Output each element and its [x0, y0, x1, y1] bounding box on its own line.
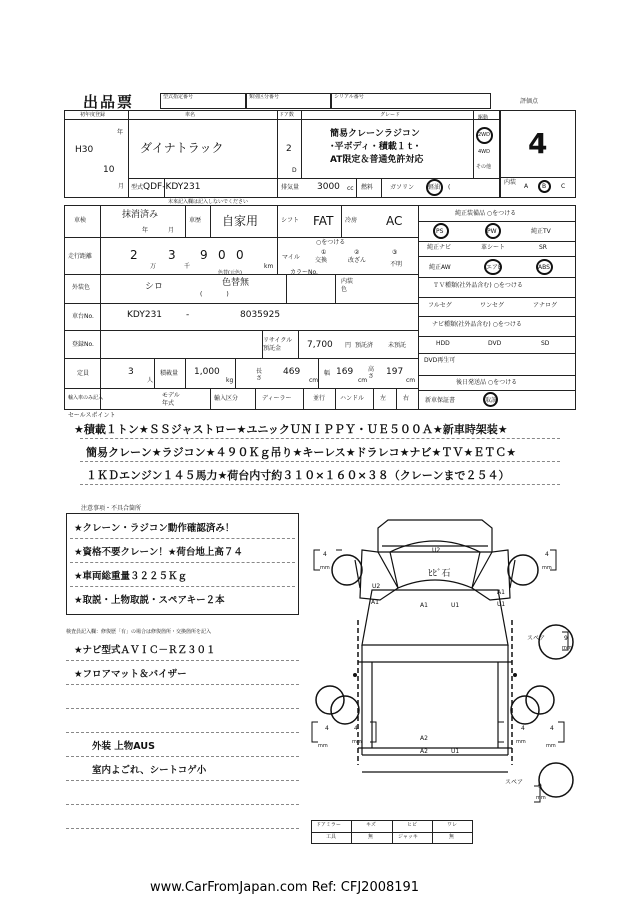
car-name: ダイナトラック	[140, 141, 224, 155]
mileage-unknown: 不明	[390, 261, 403, 268]
spare-1-value: 9	[564, 635, 568, 642]
first-reg-label: 初年度登録	[80, 112, 106, 118]
tv-analog: アナログ	[533, 302, 558, 309]
load-unit: kg	[226, 377, 234, 384]
recycle-yen: 円	[345, 342, 352, 349]
missing-h1: ドアミラー	[316, 822, 341, 828]
missing-h2: キズ	[366, 822, 376, 828]
notes-line-3: ★車両総重量３２２５Ｋｇ	[74, 571, 188, 582]
interior-grade-a: A	[524, 183, 529, 190]
equip-airbag: エアB	[486, 264, 503, 271]
tire-rl2-mm: mm	[352, 739, 362, 745]
spare-2-value: 9	[538, 783, 542, 790]
missing-h4: ワレ	[447, 822, 458, 828]
missing-r2: 無	[368, 834, 374, 840]
tire-fl-value: 4	[323, 551, 327, 558]
import-dealer: ディーラー	[262, 395, 292, 402]
first-reg-month: 10	[103, 165, 115, 175]
wid-value: 169	[336, 367, 354, 377]
recycle-paid: 預託済	[355, 342, 374, 349]
drive-2wd: 2WD	[478, 132, 490, 138]
docs-title: 後日発送品 ○をつける	[456, 379, 518, 386]
wid-label: 幅	[324, 370, 331, 377]
notes-line-1: ★クレーン・ラジコン動作確認済み！	[74, 523, 235, 534]
handle-left: 左	[380, 395, 387, 402]
mileage-digit-2: 3	[168, 248, 176, 262]
sales-line-1: ★積載１トン★ＳＳジャストロー★ユニックＵＮＩＰＰＹ・ＵＥ５００Ａ★新車時架装★	[74, 423, 508, 436]
class-label: 類別区分番号	[249, 94, 280, 100]
handle-label: ハンドル	[340, 395, 365, 402]
equip-tv: 純正TV	[531, 228, 551, 235]
drive-other: その他	[476, 164, 492, 170]
shift-value: FAT	[313, 214, 334, 228]
ac-value: AC	[386, 214, 403, 228]
spare-2-mm: mm	[536, 795, 546, 801]
damage-u1-cabin: U1	[451, 602, 460, 609]
damage-a1-fr: A1	[497, 589, 505, 596]
damage-a1-left: A1	[371, 599, 379, 606]
fuel-diesel: 軽油	[428, 184, 441, 191]
month-unit: 月	[118, 183, 125, 190]
tire-rl1-value: 4	[325, 725, 329, 732]
tire-rr2-mm: mm	[546, 743, 556, 749]
year-unit: 年	[117, 129, 124, 136]
recycle-unpaid: 未預託	[388, 342, 407, 349]
missing-r4: 無	[449, 834, 455, 840]
hei-unit: cm	[406, 377, 416, 384]
door-label: ドア数	[279, 112, 294, 118]
notes-line-4: ★取説・上物取説・スペアキー２本	[74, 595, 225, 606]
color-no-label: カラーNo.	[290, 269, 318, 276]
fuel-gasoline: ガソリン	[390, 184, 415, 191]
equip-ps: PS	[436, 228, 444, 235]
shaken-label: 車検	[74, 217, 87, 224]
damage-u1-rear: U1	[451, 748, 460, 755]
inspector-line-1: ★ナビ型式ＡＶＩＣ－ＲＺ３０１	[74, 645, 216, 656]
katashiki-label: 型式	[131, 184, 144, 191]
equip-aw: 純正AW	[429, 264, 451, 271]
tv-fullseg: フルセグ	[428, 302, 452, 309]
color-label: 外装色	[72, 284, 91, 291]
serial-label: シリアル番号	[334, 94, 364, 100]
use-label: 車歴	[189, 217, 202, 224]
navi-dvd-play: DVD再生可	[424, 357, 456, 364]
disp-value: 3000	[317, 182, 340, 192]
missing-r3: ジャッキ	[398, 834, 418, 840]
interior-grade-c: C	[561, 183, 566, 190]
hei-label: 高さ	[368, 366, 375, 380]
sales-line-2: 簡易クレーン★ラジコン★４９０Ｋｇ吊り★キーレス★ドラレコ★ナビ★ＴＶ★ＥＴＣ★	[86, 446, 517, 459]
interior-grade-b: B	[542, 183, 547, 190]
drive-label: 駆動	[478, 115, 489, 121]
first-reg-era: H30	[75, 145, 94, 155]
import-model-label: モデル年式	[162, 392, 180, 407]
inspector-line-2: ★フロアマット＆バイザー	[74, 669, 187, 680]
damage-a1-cabin: A1	[420, 602, 428, 609]
sales-line-3: １ＫＤエンジン１４５馬力★荷台内寸約３１０×１６０×３８（クレーンまで２５４）	[86, 469, 510, 482]
ac-label: 冷房	[345, 217, 358, 224]
vehicle-diagram	[300, 510, 580, 820]
spare-1-mm: mm	[562, 645, 572, 651]
shaken-month-unit: 月	[168, 227, 175, 234]
navi-hdd: HDD	[436, 340, 450, 347]
handle-right: 右	[403, 395, 410, 402]
notes-line-2: ★資格不要クレーン！★荷台地上高７４	[74, 547, 243, 558]
tire-rr1-value: 4	[521, 725, 525, 732]
load-label: 積載量	[160, 370, 179, 377]
inspector-line-4: 室内よごれ、シートコゲ小	[92, 765, 207, 776]
notes-label: 注意事項・不具合箇所	[81, 505, 142, 512]
name-label: 車名	[185, 112, 196, 118]
tire-fr-mm: mm	[542, 565, 552, 571]
missing-r1: 工具	[326, 834, 337, 840]
tire-rl2-value: 4	[354, 725, 358, 732]
footer-watermark: www.CarFromJapan.com Ref: CFJ2008191	[150, 880, 420, 895]
navi-title: ナビ種類(社外品含む) ○をつける	[432, 321, 522, 328]
inspector-line-3: 外装 上物AUS	[92, 741, 155, 752]
grade-line-1: 簡易クレーンラジコン	[330, 129, 420, 139]
type-approval-label: 型式指定番号	[163, 94, 194, 100]
interior-label: 内装	[504, 179, 517, 186]
door-unit: D	[292, 167, 297, 174]
tire-rr1-mm: mm	[516, 739, 526, 745]
chassis-number: 8035925	[240, 310, 281, 320]
tv-title: ＴＶ種類(社外品含む) ○をつける	[433, 282, 523, 289]
katashiki-value: QDF-KDY231	[143, 182, 201, 192]
tire-fl-mm: mm	[320, 565, 330, 571]
recycle-value: 7,700	[307, 340, 333, 350]
load-value: 1,000	[194, 367, 220, 377]
reg-label: 登録No.	[72, 341, 94, 348]
inspector-label: 検査員記入欄：修復歴「有」の場合は修復箇所・交換箇所を記入	[66, 629, 212, 635]
use-value: 自家用	[222, 214, 259, 228]
mileage-digit-3: 9	[200, 248, 208, 262]
recycle-label: リサイクル預託金	[263, 337, 293, 352]
color-code-value: 色替無	[222, 278, 250, 288]
mileage-digit-5: 0	[236, 248, 244, 262]
equip-title: 純正装備品 ○をつける	[455, 210, 517, 217]
grade-line-3: AT限定＆普通免許対応	[330, 155, 424, 165]
len-unit: cm	[309, 377, 319, 384]
damage-u2-left: U2	[372, 583, 381, 590]
spare-1-label: スペア	[527, 635, 546, 642]
inspect-note: 末來記入欄は記入しないでください	[168, 199, 249, 205]
cap-unit: 人	[147, 377, 154, 384]
import-type-label: 輸入区分	[214, 395, 239, 402]
equip-sr: SR	[539, 244, 547, 251]
mileage-swap: 交換	[315, 257, 328, 264]
mileage-mile: マイル	[282, 254, 300, 261]
equip-abs: ABS	[538, 264, 550, 271]
chassis-prefix: KDY231	[127, 310, 163, 320]
damage-a2-rear: A2	[420, 735, 428, 742]
navi-sd: SD	[541, 340, 550, 347]
equip-leather: 革シート	[481, 244, 506, 251]
km-unit: km	[264, 263, 274, 270]
chassis-label: 車台No.	[72, 313, 94, 320]
len-value: 469	[283, 367, 301, 377]
grade-label: グレード	[380, 112, 401, 118]
grade-line-2: ･平ボディ・積載１ｔ･	[330, 142, 420, 152]
hei-value: 197	[386, 367, 404, 377]
interior-color-label: 内装色	[341, 278, 354, 293]
import-parallel: 並行	[313, 395, 326, 402]
sheet-title: 出品票	[83, 93, 135, 111]
cc-unit: cc	[347, 185, 354, 192]
fuel-label: 燃料	[361, 184, 374, 191]
shaken-year-unit: 年	[142, 227, 149, 234]
mileage-digit-4: 0	[218, 248, 226, 262]
damage-a2-tail: A2	[420, 748, 428, 755]
chassis-dash: -	[186, 310, 190, 320]
shaken-value: 抹消済み	[122, 210, 159, 220]
cap-label: 定員	[77, 370, 90, 377]
tire-rr2-value: 4	[550, 725, 554, 732]
len-label: 長さ	[256, 368, 263, 382]
docs-manual: 取説	[485, 397, 498, 404]
color-paren: ( )	[200, 291, 229, 298]
spare-2-label: スペア	[505, 779, 524, 786]
doors-value: 2	[286, 144, 292, 154]
mileage-unit-man: 万	[150, 263, 157, 270]
disp-label: 排気量	[281, 184, 300, 191]
tv-oneseg: ワンセグ	[480, 302, 505, 309]
tire-rl1-mm: mm	[318, 743, 328, 749]
shift-label: シフト	[281, 217, 300, 224]
tire-fr-value: 4	[545, 551, 549, 558]
sales-label: セールスポイント	[68, 412, 116, 419]
navi-dvd: DVD	[488, 340, 502, 347]
damage-u2-roof: U2	[432, 547, 441, 554]
score-label: 評価点	[520, 98, 539, 105]
wid-unit: cm	[358, 377, 368, 384]
mileage-check-label: ○をつける	[316, 239, 346, 246]
damage-u1-fr: U1	[497, 601, 506, 608]
import-label: 輸入車のみ記入	[68, 395, 104, 401]
mileage-unit-sen: 千	[184, 263, 191, 270]
drive-4wd: 4WD	[478, 149, 490, 155]
cap-value: 3	[128, 367, 134, 377]
damage-windshield: ﾋﾋﾞ石	[428, 569, 451, 579]
mileage-digit-1: 2	[130, 248, 138, 262]
equip-navi: 純正ナビ	[427, 244, 452, 251]
mileage-tamper: 改ざん	[348, 257, 367, 264]
color-code-label: 色替(元色)	[218, 270, 242, 276]
score-value: 4	[528, 127, 548, 160]
equip-pw: PW	[487, 228, 497, 235]
docs-warranty: 新車保証書	[425, 397, 456, 404]
mileage-label: 走行距離	[68, 253, 93, 260]
missing-h3: ヒビ	[407, 822, 418, 828]
color-value: シロ	[145, 282, 164, 292]
